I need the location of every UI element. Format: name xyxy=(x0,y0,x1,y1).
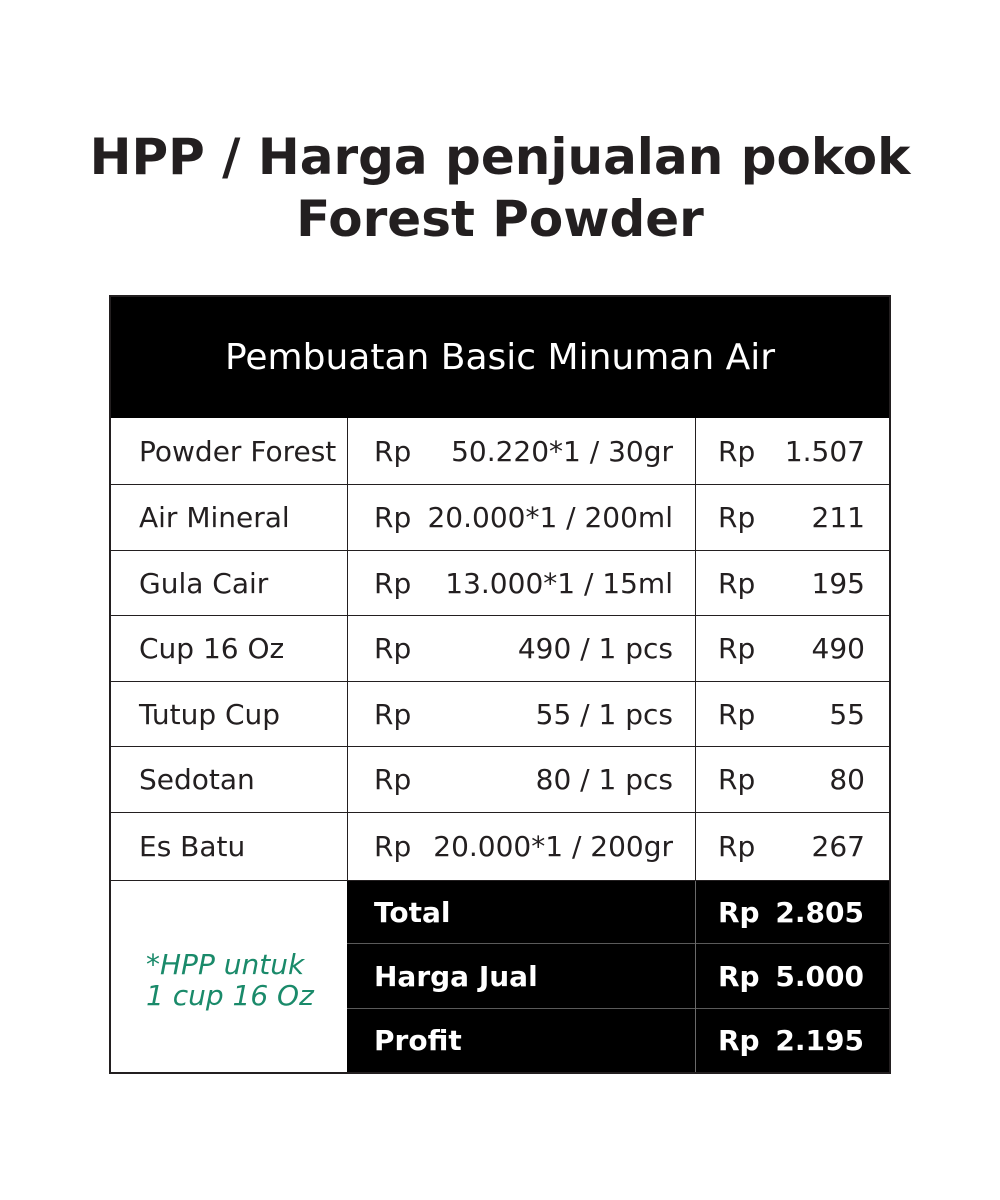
page-title-line-2: Forest Powder xyxy=(296,190,704,248)
column-divider xyxy=(695,418,696,881)
item-formula: 50.220*1 / 30gr xyxy=(451,434,673,468)
currency-label: Rp xyxy=(718,830,756,863)
table-row xyxy=(111,616,889,682)
table-row xyxy=(111,418,889,485)
currency-label: Rp xyxy=(718,434,756,468)
table-row xyxy=(111,747,889,813)
item-formula: 13.000*1 / 15ml xyxy=(445,566,673,600)
item-formula: 55 / 1 pcs xyxy=(535,697,673,731)
summary-row-harga-jual xyxy=(347,944,889,1008)
column-divider xyxy=(347,418,348,881)
summary-value: 2.195 xyxy=(775,1024,864,1057)
currency-label: Rp xyxy=(374,632,412,665)
item-amount: 55 xyxy=(829,697,865,731)
currency-label: Rp xyxy=(718,632,756,665)
item-amount: 490 xyxy=(811,632,865,665)
item-formula: 490 / 1 pcs xyxy=(517,632,673,665)
item-amount: 80 xyxy=(829,763,865,796)
item-formula: 20.000*1 / 200gr xyxy=(433,830,673,863)
summary-label: Harga Jual xyxy=(374,959,538,993)
item-amount: 267 xyxy=(811,830,865,863)
table-row xyxy=(111,485,889,551)
item-name: Es Batu xyxy=(139,830,246,863)
currency-label: Rp xyxy=(374,763,412,796)
currency-label: Rp xyxy=(718,959,760,993)
table-header: Pembuatan Basic Minuman Air xyxy=(111,297,889,418)
item-name: Cup 16 Oz xyxy=(139,632,285,665)
summary-column-divider xyxy=(695,881,696,1072)
item-amount: 211 xyxy=(811,501,865,534)
currency-label: Rp xyxy=(718,1024,760,1057)
item-formula: 80 / 1 pcs xyxy=(535,763,673,796)
currency-label: Rp xyxy=(718,895,760,929)
summary-value: 5.000 xyxy=(775,959,864,993)
currency-label: Rp xyxy=(374,501,412,534)
table-row xyxy=(111,813,889,881)
currency-label: Rp xyxy=(718,501,756,534)
note-line-2: 1 cup 16 Oz xyxy=(146,979,314,1012)
item-name: Air Mineral xyxy=(139,501,290,534)
note-line-1: *HPP untuk xyxy=(146,948,305,981)
hpp-note xyxy=(146,949,346,1011)
currency-label: Rp xyxy=(374,697,412,731)
table-row xyxy=(111,682,889,747)
item-amount: 195 xyxy=(811,566,865,600)
summary-value: 2.805 xyxy=(775,895,864,929)
item-name: Tutup Cup xyxy=(139,697,281,731)
currency-label: Rp xyxy=(374,434,412,468)
currency-label: Rp xyxy=(374,566,412,600)
table-row xyxy=(111,551,889,616)
hpp-table xyxy=(109,295,891,1074)
currency-label: Rp xyxy=(718,763,756,796)
currency-label: Rp xyxy=(718,697,756,731)
summary-row-total xyxy=(347,881,889,943)
summary-block xyxy=(347,881,889,1072)
page-title-line-1: HPP / Harga penjualan pokok xyxy=(89,128,911,186)
item-name: Sedotan xyxy=(139,763,255,796)
item-formula: 20.000*1 / 200ml xyxy=(427,501,673,534)
currency-label: Rp xyxy=(374,830,412,863)
item-name: Gula Cair xyxy=(139,566,269,600)
summary-row-profit xyxy=(347,1009,889,1072)
summary-label: Profit xyxy=(374,1024,462,1057)
item-name: Powder Forest xyxy=(139,434,337,468)
summary-label: Total xyxy=(374,895,451,929)
currency-label: Rp xyxy=(718,566,756,600)
item-amount: 1.507 xyxy=(784,434,865,468)
